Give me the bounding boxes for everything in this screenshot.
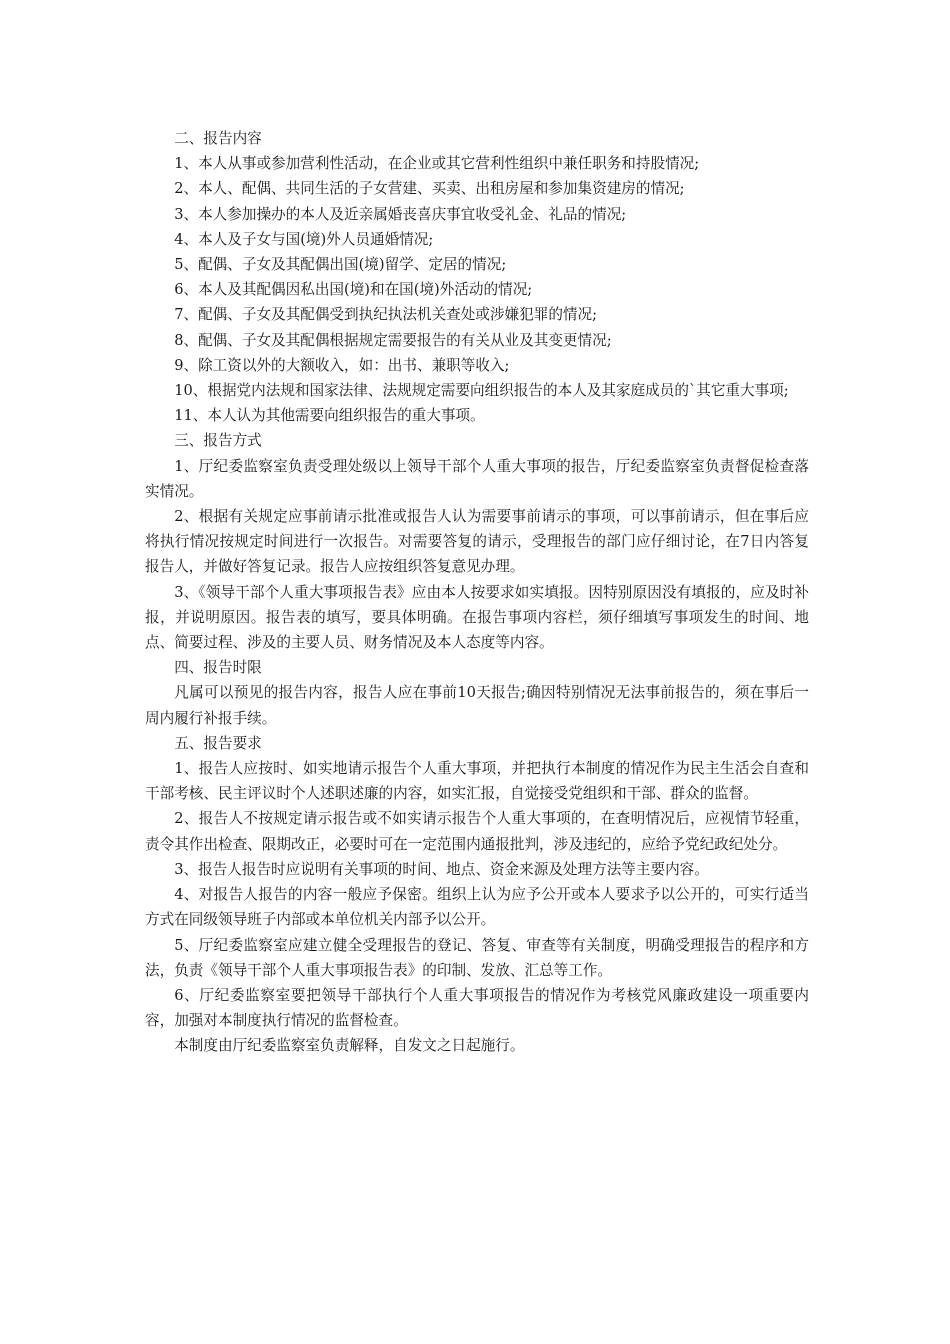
list-item: 10、根据党内法规和国家法律、法规规定需要向组织报告的本人及其家庭成员的`其它重大事项; [174, 382, 789, 400]
list-item: 6、本人及其配偶因私出国(境)和在国(境)外活动的情况; [174, 281, 533, 299]
list-item: 2、本人、配偶、共同生活的子女营建、买卖、出租房屋和参加集资建房的情况; [174, 180, 685, 198]
body-paragraph: 凡属可以预见的报告内容，报告人应在事前10天报告;确因特别情况无法事前报告的，须在事后一周内履行补报手续。 [145, 684, 809, 727]
list-item: 5、厅纪委监察室应建立健全受理报告的登记、答复、审查等有关制度，明确受理报告的程序和方法，负责《领导干部个人重大事项报告表》的印制、发放、汇总等工作。 [145, 936, 809, 979]
section-heading-report-method: 三、报告方式 [174, 432, 262, 450]
list-item: 8、配偶、子女及其配偶根据规定需要报告的有关从业及其变更情况; [174, 331, 612, 349]
list-item: 2、报告人不按规定请示报告或不如实请示报告个人重大事项的，在查明情况后，应视情节轻重，责令其作出检查、限期改正，必要时可在一定范围内通报批判，涉及违纪的，应给予党纪政纪处分。 [145, 810, 809, 853]
list-item: 2、根据有关规定应事前请示批准或报告人认为需要事前请示的事项，可以事前请示，但在事后应将执行情况按规定时间进行一次报告。对需要答复的请示，受理报告的部门应仔细讨论，在7日内答复报告人，并做好答复记录。报告人应按组织答复意见办理。 [145, 508, 809, 576]
section-heading-report-content: 二、报告内容 [174, 130, 262, 147]
section-heading-report-requirements: 五、报告要求 [174, 734, 262, 752]
list-item: 5、配偶、子女及其配偶出国(境)留学、定居的情况; [174, 256, 507, 274]
list-item: 4、本人及子女与国(境)外人员通婚情况; [174, 230, 434, 248]
list-item: 1、报告人应按时、如实地请示报告个人重大事项，并把执行本制度的情况作为民主生活会自查和干部考核、民主评议时个人述职述廉的内容，如实汇报，自觉接受党组织和干部、群众的监督。 [145, 760, 809, 803]
document-body [145, 126, 809, 1059]
list-item: 1、厅纪委监察室负责受理处级以上领导干部个人重大事项的报告，厅纪委监察室负责督促检查落实情况。 [145, 457, 809, 500]
list-item: 9、除工资以外的大额收入，如：出书、兼职等收入; [174, 356, 510, 374]
list-item: 3、《领导干部个人重大事项报告表》应由本人按要求如实填报。因特别原因没有填报的，应及时补报，并说明原因。报告表的填写，要具体明确。在报告事项内容栏，须仔细填写事项发生的时间、地点、简要过程、涉及的主要人员、财务情况及本人态度等内容。 [145, 583, 809, 652]
list-item: 6、厅纪委监察室要把领导干部执行个人重大事项报告的情况作为考核党风廉政建设一项重要内容，加强对本制度执行情况的监督检查。 [145, 986, 809, 1030]
list-item: 11、本人认为其他需要向组织报告的重大事项。 [174, 407, 485, 425]
list-item: 3、报告人报告时应说明有关事项的时间、地点、资金来源及处理方法等主要内容。 [174, 860, 709, 878]
section-heading-report-deadline: 四、报告时限 [174, 659, 262, 677]
list-item: 3、本人参加操办的本人及近亲属婚丧喜庆事宜收受礼金、礼品的情况; [174, 205, 627, 223]
list-item: 4、对报告人报告的内容一般应予保密。组织上认为应予公开或本人要求予以公开的，可实行适当方式在同级领导班子内部或本单位机关内部予以公开。 [145, 886, 809, 929]
closing-statement: 本制度由厅纪委监察室负责解释，自发文之日起施行。 [174, 1037, 525, 1055]
list-item: 1、本人从事或参加营利性活动，在企业或其它营利性组织中兼任职务和持股情况; [174, 155, 700, 173]
list-item: 7、配偶、子女及其配偶受到执纪执法机关查处或涉嫌犯罪的情况; [174, 306, 598, 324]
